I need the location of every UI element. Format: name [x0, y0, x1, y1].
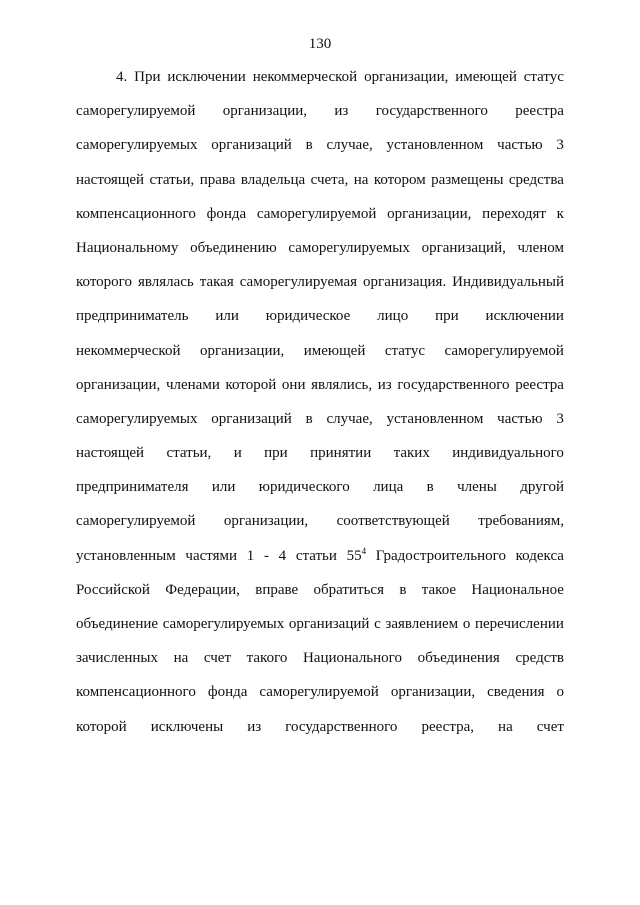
text-line: саморегулируемой организации, соответствующей требованиям,: [76, 513, 564, 530]
text-line: предпринимателя или юридического лица в члены другой: [76, 479, 564, 496]
text-line: предприниматель или юридическое лицо при исключении: [76, 308, 564, 325]
text-line: настоящей статьи, и при принятии таких индивидуального: [76, 445, 564, 462]
text-line: компенсационного фонда саморегулируемой организации, переходят к: [76, 205, 564, 222]
body-text: [76, 60, 564, 744]
text-line: саморегулируемых организаций в случае, установленном частью 3: [76, 410, 564, 427]
text-line: которой исключены из государственного реестра, на счет: [76, 718, 564, 735]
text-line: установленным частями 1 - 4 статьи $55^4$ Градостроительного кодекса: [76, 545, 564, 564]
text-line: компенсационного фонда саморегулируемой организации, сведения о: [76, 684, 564, 701]
text-line: Российской Федерации, вправе обратиться в такое Национальное: [76, 581, 564, 598]
text-line: 4. При исключении некоммерческой организации, имеющей статус: [116, 69, 564, 85]
text-line: настоящей статьи, права владельца счета, на котором размещены средства: [76, 171, 564, 188]
text-line: организации, членами которой они являлись, из государственного реестра: [76, 376, 564, 393]
text-line: саморегулируемых организаций в случае, установленном частью 3: [76, 137, 564, 154]
text-line: объединение саморегулируемых организаций с заявлением о перечислении: [76, 616, 564, 632]
page-number: 130: [308, 36, 332, 52]
text-line: которого являлась такая саморегулируемая организация. Индивидуальный: [76, 274, 564, 291]
text-line: некоммерческой организации, имеющей статус саморегулируемой: [76, 342, 564, 359]
text-line: саморегулируемой организации, из государственного реестра: [76, 103, 564, 120]
text-line: Национальному объединению саморегулируемых организаций, членом: [76, 239, 564, 256]
text-line: зачисленных на счет такого Национального объединения средств: [76, 650, 564, 667]
